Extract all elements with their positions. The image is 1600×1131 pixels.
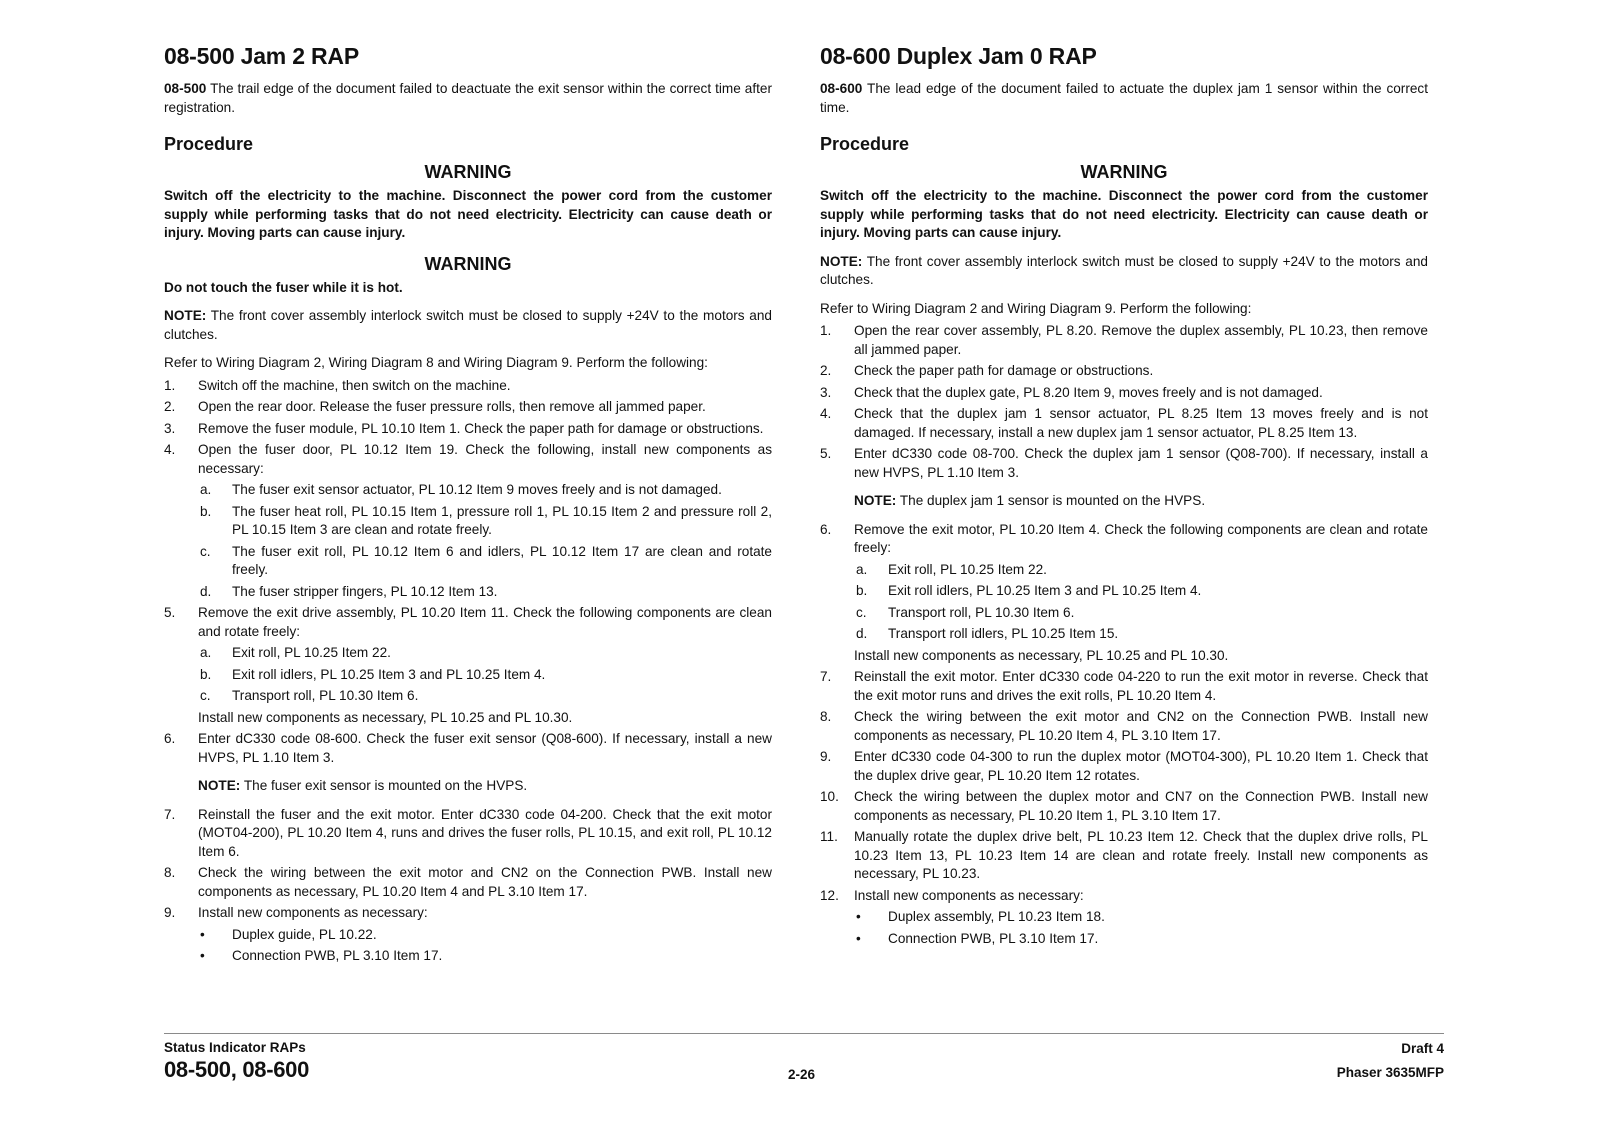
step-number: 3.	[164, 420, 176, 436]
sub-step	[854, 930, 1428, 949]
step-number: 2.	[164, 399, 176, 414]
procedure-step	[820, 384, 1428, 403]
note-paragraph	[164, 307, 772, 344]
sub-step-marker: d.	[200, 583, 212, 599]
note-text: The front cover assembly interlock switch must be closed to supply +24V to the motors and clutches.	[164, 308, 772, 342]
procedure-step	[820, 445, 1428, 511]
step-number: 7.	[164, 806, 176, 822]
page-number: 2-26	[788, 1067, 816, 1082]
step-text: Reinstall the fuser and the exit motor. Enter dC330 code 04-200. Check that the exit motor (MOT04-200), PL 10.20 Item 4, runs and drives the fuser rolls, PL 10.15, and exit roll, PL 10.12 Item 6.	[198, 806, 772, 859]
step-number: 4.	[820, 406, 832, 421]
warning-text: Switch off the electricity to the machine. Disconnect the power cord from the customer supply while performing tasks that do not need electricity. Electricity can cause death or injury. Moving parts can cause injury.	[164, 188, 772, 240]
sub-step-marker: •	[200, 948, 205, 963]
step-number: 1.	[164, 377, 176, 393]
step-number: 6.	[820, 521, 832, 537]
warning-title: WARNING	[1080, 162, 1168, 182]
sub-step	[198, 644, 772, 663]
footer-product: Phaser 3635MFP	[1336, 1065, 1444, 1080]
procedure-step	[164, 806, 772, 862]
sub-step-marker: a.	[200, 645, 212, 660]
sub-step	[854, 604, 1428, 623]
procedure-step	[164, 420, 772, 439]
note-paragraph	[820, 253, 1428, 290]
step-text: Check that the duplex gate, PL 8.20 Item 9, moves freely and is not damaged.	[854, 384, 1323, 400]
footer-section-title: Status Indicator RAPs	[164, 1040, 306, 1055]
sub-step-list	[198, 644, 772, 706]
note-text: The fuser exit sensor is mounted on the HVPS.	[240, 778, 528, 793]
step-number: 5.	[164, 605, 176, 620]
left-column	[164, 42, 772, 969]
sub-step-marker: •	[200, 926, 205, 942]
step-text: Enter dC330 code 04-300 to run the duplex motor (MOT04-300), PL 10.20 Item 1. Check that the duplex drive gear, PL 10.20 Item 12 rotates.	[854, 749, 1428, 783]
procedure-heading: Procedure	[164, 134, 254, 154]
sub-step-marker: b.	[200, 666, 212, 682]
step-number: 3.	[820, 384, 832, 400]
procedure-step	[820, 708, 1428, 745]
step-note	[854, 492, 1428, 511]
sub-step	[198, 543, 772, 580]
sub-step-marker: a.	[856, 561, 868, 577]
procedure-step	[820, 887, 1428, 949]
sub-step-marker: •	[856, 909, 861, 924]
step-text: Switch off the machine, then switch on the machine.	[198, 377, 511, 393]
sub-step-marker: •	[856, 930, 861, 946]
sub-step	[854, 908, 1428, 927]
sub-step-text: Connection PWB, PL 3.10 Item 17.	[888, 930, 1099, 946]
intro-code: 08-500	[164, 81, 207, 96]
sub-step-list	[854, 561, 1428, 644]
procedure-step	[164, 864, 772, 901]
procedure-steps	[164, 377, 772, 966]
step-number: 8.	[820, 709, 832, 724]
sub-step-text: The fuser exit sensor actuator, PL 10.12 Item 9 moves freely and is not damaged.	[232, 482, 722, 497]
intro-paragraph	[164, 80, 772, 117]
step-text: Remove the exit motor, PL 10.20 Item 4. Check the following components are clean and rotate freely:	[854, 521, 1428, 555]
procedure-step	[820, 748, 1428, 785]
note-text: The front cover assembly interlock switch must be closed to supply +24V to the motors and clutches.	[820, 253, 1428, 287]
step-number: 10.	[820, 789, 839, 804]
sub-step	[854, 625, 1428, 644]
refer-paragraph: Refer to Wiring Diagram 2 and Wiring Diagram 9. Perform the following:	[820, 300, 1252, 316]
step-text: Manually rotate the duplex drive belt, PL 10.23 Item 12. Check that the duplex drive rolls, PL 10.23 Item 13, PL 10.23 Item 14 are clean and rotate freely. Install new components as necessary, PL 10.23.	[854, 829, 1428, 881]
procedure-step	[164, 377, 772, 396]
procedure-step	[164, 398, 772, 417]
sub-step-text: Connection PWB, PL 3.10 Item 17.	[232, 948, 443, 963]
step-text: Enter dC330 code 08-600. Check the fuser exit sensor (Q08-600). If necessary, install a new HVPS, PL 1.10 Item 3.	[198, 731, 772, 765]
page-title: 08-600 Duplex Jam 0 RAP	[820, 43, 1097, 69]
step-number: 8.	[164, 865, 176, 880]
procedure-step	[820, 521, 1428, 666]
procedure-step	[820, 668, 1428, 705]
procedure-steps	[820, 322, 1428, 948]
sub-step-marker: c.	[200, 543, 211, 559]
page-title: 08-500 Jam 2 RAP	[164, 43, 359, 69]
step-text: Open the fuser door, PL 10.12 Item 19. Check the following, install new components as necessary:	[198, 442, 772, 476]
sub-step-text: Transport roll, PL 10.30 Item 6.	[232, 688, 419, 703]
note-text: The duplex jam 1 sensor is mounted on the HVPS.	[896, 493, 1206, 508]
note-label: NOTE:	[854, 493, 897, 508]
sub-step-marker: b.	[200, 503, 212, 519]
procedure-step	[164, 604, 772, 727]
warning-title: WARNING	[424, 253, 512, 274]
sub-step-list	[198, 481, 772, 601]
sub-step-text: The fuser stripper fingers, PL 10.12 Item 13.	[232, 583, 498, 599]
step-text: Install new components as necessary:	[198, 905, 428, 920]
procedure-step	[164, 730, 772, 796]
step-text: Check the wiring between the duplex motor and CN7 on the Connection PWB. Install new components as necessary, PL 10.20 Item 1, PL 3.10 Item 17.	[854, 789, 1428, 823]
sub-step-text: Duplex assembly, PL 10.23 Item 18.	[888, 909, 1105, 924]
procedure-step	[820, 362, 1428, 381]
step-text: Check the wiring between the exit motor and CN2 on the Connection PWB. Install new components as necessary, PL 10.20 Item 4, PL 3.10 Item 17.	[854, 709, 1428, 743]
step-follow-up: Install new components as necessary, PL 10.25 and PL 10.30.	[854, 647, 1229, 663]
sub-step	[198, 583, 772, 602]
refer-paragraph: Refer to Wiring Diagram 2, Wiring Diagram 8 and Wiring Diagram 9. Perform the following:	[164, 355, 708, 370]
step-follow-up: Install new components as necessary, PL 10.25 and PL 10.30.	[198, 709, 573, 725]
procedure-step	[820, 405, 1428, 442]
sub-step-list	[198, 926, 772, 966]
intro-code: 08-600	[820, 81, 863, 96]
step-number: 9.	[820, 749, 832, 764]
sub-step-list	[854, 908, 1428, 948]
footer-codes: 08-500, 08-600	[164, 1057, 310, 1082]
right-column	[820, 42, 1428, 951]
warning-title: WARNING	[424, 162, 512, 182]
intro-text: The trail edge of the document failed to deactuate the exit sensor within the correct time after registration.	[164, 81, 772, 115]
procedure-step	[820, 828, 1428, 884]
footer-draft: Draft 4	[1401, 1041, 1444, 1056]
step-number: 2.	[820, 363, 832, 378]
step-number: 12.	[820, 887, 839, 903]
sub-step-text: Duplex guide, PL 10.22.	[232, 926, 377, 942]
step-number: 6.	[164, 731, 176, 746]
note-label: NOTE:	[198, 778, 241, 793]
sub-step-marker: c.	[200, 688, 211, 703]
sub-step-text: Transport roll idlers, PL 10.25 Item 15.	[888, 626, 1119, 641]
sub-step	[854, 561, 1428, 580]
sub-step	[198, 687, 772, 706]
footer-divider	[164, 1033, 1444, 1034]
sub-step-text: Exit roll idlers, PL 10.25 Item 3 and PL 10.25 Item 4.	[232, 666, 546, 682]
step-text: Check the wiring between the exit motor and CN2 on the Connection PWB. Install new components as necessary, PL 10.20 Item 4 and PL 3.10 Item 17.	[198, 865, 772, 899]
step-text: Check the paper path for damage or obstructions.	[854, 363, 1154, 378]
sub-step-text: The fuser exit roll, PL 10.12 Item 6 and idlers, PL 10.12 Item 17 are clean and rotate freely.	[232, 543, 772, 577]
step-number: 11.	[820, 829, 838, 844]
step-text: Open the rear cover assembly, PL 8.20. Remove the duplex assembly, PL 10.23, then remove all jammed paper.	[854, 323, 1428, 357]
step-text: Remove the fuser module, PL 10.10 Item 1. Check the paper path for damage or obstructions.	[198, 420, 764, 436]
sub-step-marker: d.	[856, 626, 868, 641]
sub-step-marker: a.	[200, 482, 212, 497]
sub-step-text: Exit roll, PL 10.25 Item 22.	[232, 645, 391, 660]
sub-step	[854, 582, 1428, 601]
warning-text: Switch off the electricity to the machine. Disconnect the power cord from the customer supply while performing tasks that do not need electricity. Electricity can cause death or injury. Moving parts can cause injury.	[820, 188, 1428, 240]
procedure-heading: Procedure	[820, 134, 910, 154]
warning-text: Do not touch the fuser while it is hot.	[164, 279, 403, 295]
procedure-step	[164, 904, 772, 966]
step-number: 4.	[164, 442, 176, 457]
note-label: NOTE:	[820, 253, 863, 269]
sub-step	[198, 666, 772, 685]
step-text: Check that the duplex jam 1 sensor actuator, PL 8.25 Item 13 moves freely and is not damaged. If necessary, install a new duplex jam 1 sensor actuator, PL 8.25 Item 13.	[854, 406, 1428, 440]
step-text: Open the rear door. Release the fuser pressure rolls, then remove all jammed paper.	[198, 399, 706, 414]
step-text: Enter dC330 code 08-700. Check the duplex jam 1 sensor (Q08-700). If necessary, install a new HVPS, PL 1.10 Item 3.	[854, 446, 1428, 480]
sub-step-text: Transport roll, PL 10.30 Item 6.	[888, 604, 1075, 620]
sub-step-marker: b.	[856, 583, 868, 598]
sub-step-text: Exit roll, PL 10.25 Item 22.	[888, 561, 1047, 577]
step-number: 7.	[820, 669, 832, 684]
sub-step	[198, 503, 772, 540]
step-text: Reinstall the exit motor. Enter dC330 code 04-220 to run the exit motor in reverse. Check that the exit motor runs and drives the exit rolls, PL 10.20 Item 4.	[854, 669, 1428, 703]
step-note	[198, 777, 772, 796]
step-number: 5.	[820, 446, 832, 461]
sub-step	[198, 926, 772, 945]
sub-step-text: The fuser heat roll, PL 10.15 Item 1, pressure roll 1, PL 10.15 Item 2 and pressure roll 2, PL 10.15 Item 3 are clean and rotate freely.	[232, 503, 772, 537]
sub-step	[198, 481, 772, 500]
step-text: Install new components as necessary:	[854, 887, 1084, 903]
step-number: 9.	[164, 905, 176, 920]
procedure-step	[820, 788, 1428, 825]
sub-step	[198, 947, 772, 966]
intro-text: The lead edge of the document failed to actuate the duplex jam 1 sensor within the correct time.	[820, 81, 1428, 115]
sub-step-marker: c.	[856, 604, 867, 620]
note-label: NOTE:	[164, 308, 207, 323]
step-number: 1.	[820, 323, 832, 338]
procedure-step	[820, 322, 1428, 359]
sub-step-text: Exit roll idlers, PL 10.25 Item 3 and PL 10.25 Item 4.	[888, 583, 1202, 598]
intro-paragraph	[820, 80, 1428, 117]
step-text: Remove the exit drive assembly, PL 10.20 Item 11. Check the following components are clean and rotate freely:	[198, 605, 772, 639]
procedure-step	[164, 441, 772, 601]
